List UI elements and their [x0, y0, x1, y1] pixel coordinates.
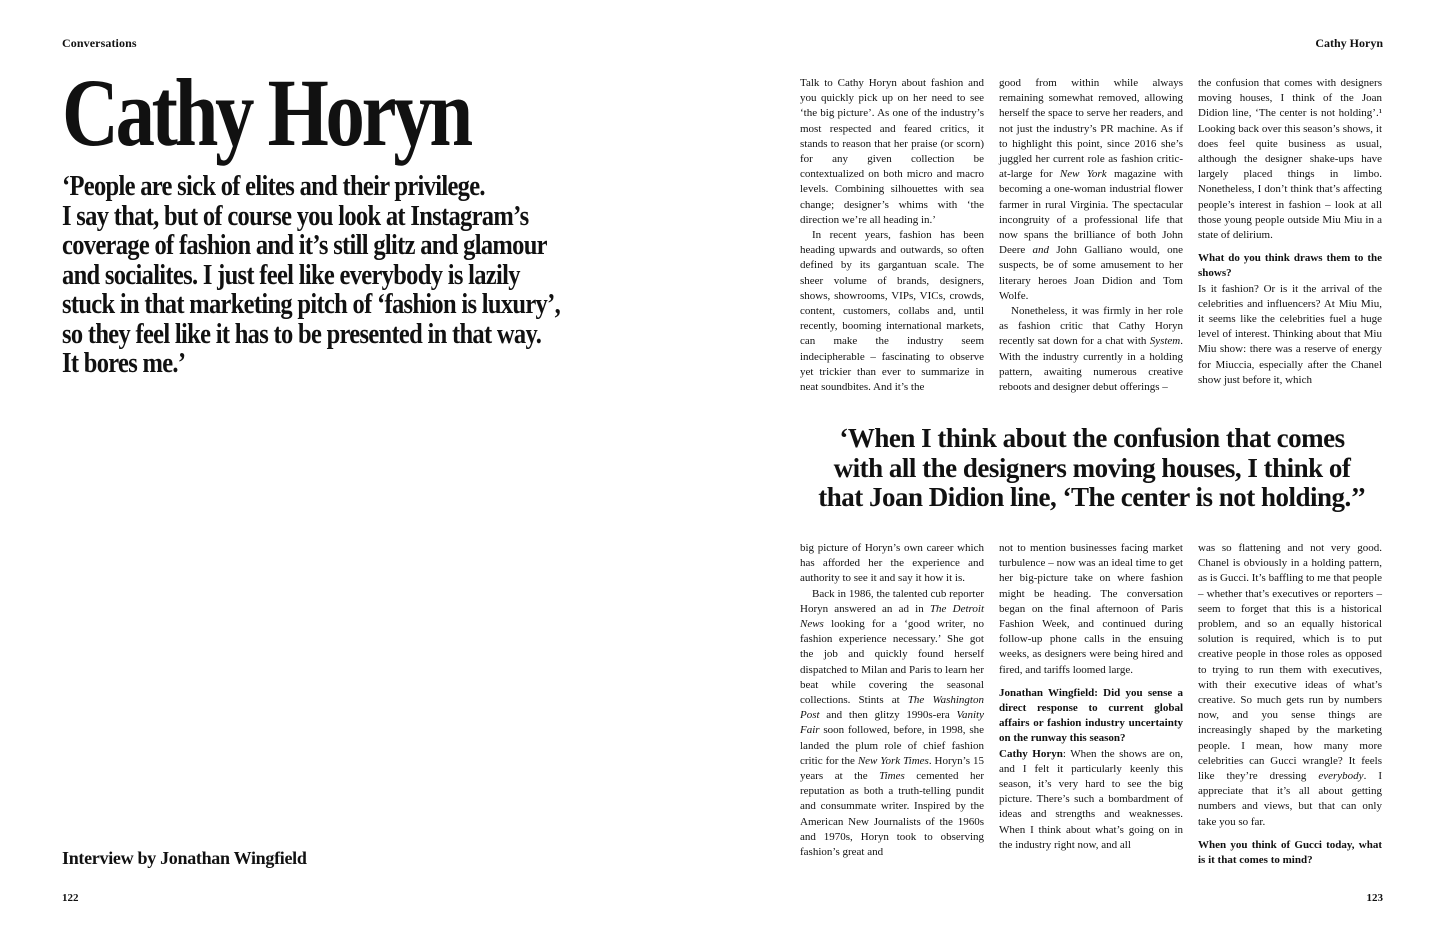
- column-bottom-2: [999, 541, 1183, 853]
- pull-quote-center: [792, 424, 1392, 513]
- pull-quote-line: coverage of fashion and it’s still glitz and glamour: [62, 230, 547, 261]
- interview-credit: Interview by Jonathan Wingfield: [62, 848, 307, 868]
- question: What do you think draws them to the shows?: [1198, 252, 1382, 280]
- pull-quote-line: with all the designers moving houses, I think of: [833, 452, 1351, 483]
- pull-quote-line: that Joan Didion line, ‘The center is not holding.’’: [818, 482, 1366, 512]
- page-number-right: 123: [1366, 892, 1383, 904]
- speaker-name: Cathy Horyn: [999, 747, 1063, 760]
- pull-quote-line: ‘When I think about the confusion that comes: [839, 423, 1345, 453]
- pull-quote-line: so they feel like it has to be presented in that way.: [62, 318, 542, 350]
- section-label: Conversations: [62, 36, 137, 50]
- paragraph: not to mention businesses facing market turbulence – now was an ideal time to get her big-picture take on where fashion might be heading. The conversation began on the final afternoon of Paris Fashion Week, and continued during follow-up phone calls in the ensuing weeks, as designers were being hired and fired, and tariffs loomed large.: [999, 542, 1183, 676]
- pull-quote-line: ‘People are sick of elites and their privilege.: [62, 171, 485, 202]
- page-number-left: 122: [62, 892, 79, 904]
- paragraph: Talk to Cathy Horyn about fashion and you quickly pick up on her need to see ‘the big picture’. As one of the industry’s most respected and feared critics, it stands to reason that her praise (or scorn) for any given collection be contextualized on both micro and macro levels. Combining silhouettes with sea change; designer’s whims with ‘the direction we’re all heading in.’: [800, 77, 984, 226]
- pull-quote-line: and socialites. I just feel like everybody is lazily: [62, 259, 520, 291]
- paragraph: big picture of Horyn’s own career which has afforded her the experience and authority to see it and say it how it is.: [800, 542, 984, 585]
- column-bottom-3: [1198, 541, 1382, 868]
- column-top-2: [999, 76, 1183, 395]
- column-top-3: [1198, 76, 1382, 388]
- answer: Cathy Horyn: When the shows are on, and I felt it particularly keenly this season, it’s very hard to see the big picture. There’s such a bombardment of ideas and strengths and weaknesses. When I think about what’s going on in the industry right now, and all: [999, 747, 1183, 851]
- page-title: Cathy Horyn: [62, 59, 470, 166]
- pull-quote-left: [62, 172, 647, 379]
- answer: Is it fashion? Or is it the arrival of the celebrities and influencers? At Miu Miu, it seems like the celebrities fuel a huge level of interest. Thinking about that Miu Miu show: there was a reserve of energy for Miuccia, especially after the Chanel show just before it, which: [1198, 282, 1382, 386]
- paragraph: Back in 1986, the talented cub reporter Horyn answered an ad in The Detroit News looking for a ‘good writer, no fashion experience necessary.’ She got the job and quickly found herself dispatched to Milan and Paris to learn her beat while covering the seasonal collections. Stints at The Washington Post and then glitzy 1990s-era Vanity Fair soon followed, before, in 1998, she landed the plum role of chief fashion critic for the New York Times. Horyn’s 15 years at the Times cemented her reputation as both a truth-telling pundit and consummate writer. Inspired by the American New Journalists of the 1960s and 1970s, Horyn took to observing fashion’s great and: [800, 587, 984, 859]
- question: Jonathan Wingfield: Did you sense a direct response to current global affairs or fashion industry uncertainty on the runway this season?: [999, 686, 1183, 745]
- running-head: Cathy Horyn: [1315, 36, 1383, 50]
- pull-quote-line: stuck in that marketing pitch of ‘fashion is luxury’,: [62, 289, 561, 320]
- column-bottom-1: [800, 541, 984, 860]
- column-top-1: [800, 76, 984, 395]
- paragraph: In recent years, fashion has been heading upwards and outwards, so often defined by its gargantuan scale. The sheer volume of brands, designers, shows, showrooms, VIPs, VICs, crowds, content, customers, collabs and, until recently, booming international markets, can make the industry seem indecipherable – fascinating to observe yet trickier than ever to summarize in neat soundbites. And it’s the: [800, 229, 984, 394]
- pull-quote-line: I say that, but of course you look at Instagram’s: [62, 200, 529, 232]
- paragraph: was so flattening and not very good. Chanel is obviously in a holding pattern, as is Gucci. It’s baffling to me that people – whether that’s executives or reporters – seem to forget that this is a historical problem, and so an equally historical solution is required, which is to put creative people in those roles as opposed to trying to run them with executives, with their executive ideas of what’s creative. So much gets run by numbers now, and you sense things are increasingly shaped by the marketing people. I mean, how many more celebrities can Gucci wrangle? It feels like they’re dressing everybody. I appreciate that it’s all about getting numbers and views, but that can only take you so far.: [1198, 542, 1383, 828]
- pull-quote-line: It bores me.’: [62, 348, 186, 379]
- question: When you think of Gucci today, what is it that comes to mind?: [1198, 838, 1382, 867]
- paragraph: Nonetheless, it was firmly in her role as fashion critic that Cathy Horyn recently sat down for a chat with System. With the industry currently in a holding pattern, awaiting numerous creative reboots and designer debut offerings –: [999, 305, 1183, 394]
- paragraph: the confusion that comes with designers moving houses, I think of the Joan Didion line, ‘The center is not holding’.¹ Looking back over this season’s shows, it does feel quite business as usual, although the designer shake-ups have largely placed things in limbo. Nonetheless, I don’t think that’s affecting people’s interest in fashion – look at all those young people outside Miu Miu in a state of delirium.: [1198, 77, 1382, 242]
- paragraph: good from within while always remaining somewhat removed, allowing herself the space to serve her readers, and not just the industry’s PR machine. As if to highlight this point, since 2016 she’s juggled her current role as fashion critic-at-large for New York magazine with becoming a one-woman industrial flower farmer in rural Virginia. The spectacular incongruity of a professional life that now spans the brilliance of both John Deere and John Galliano would, one suspects, be of some amusement to her literary heroes Joan Didion and Tom Wolfe.: [999, 77, 1184, 302]
